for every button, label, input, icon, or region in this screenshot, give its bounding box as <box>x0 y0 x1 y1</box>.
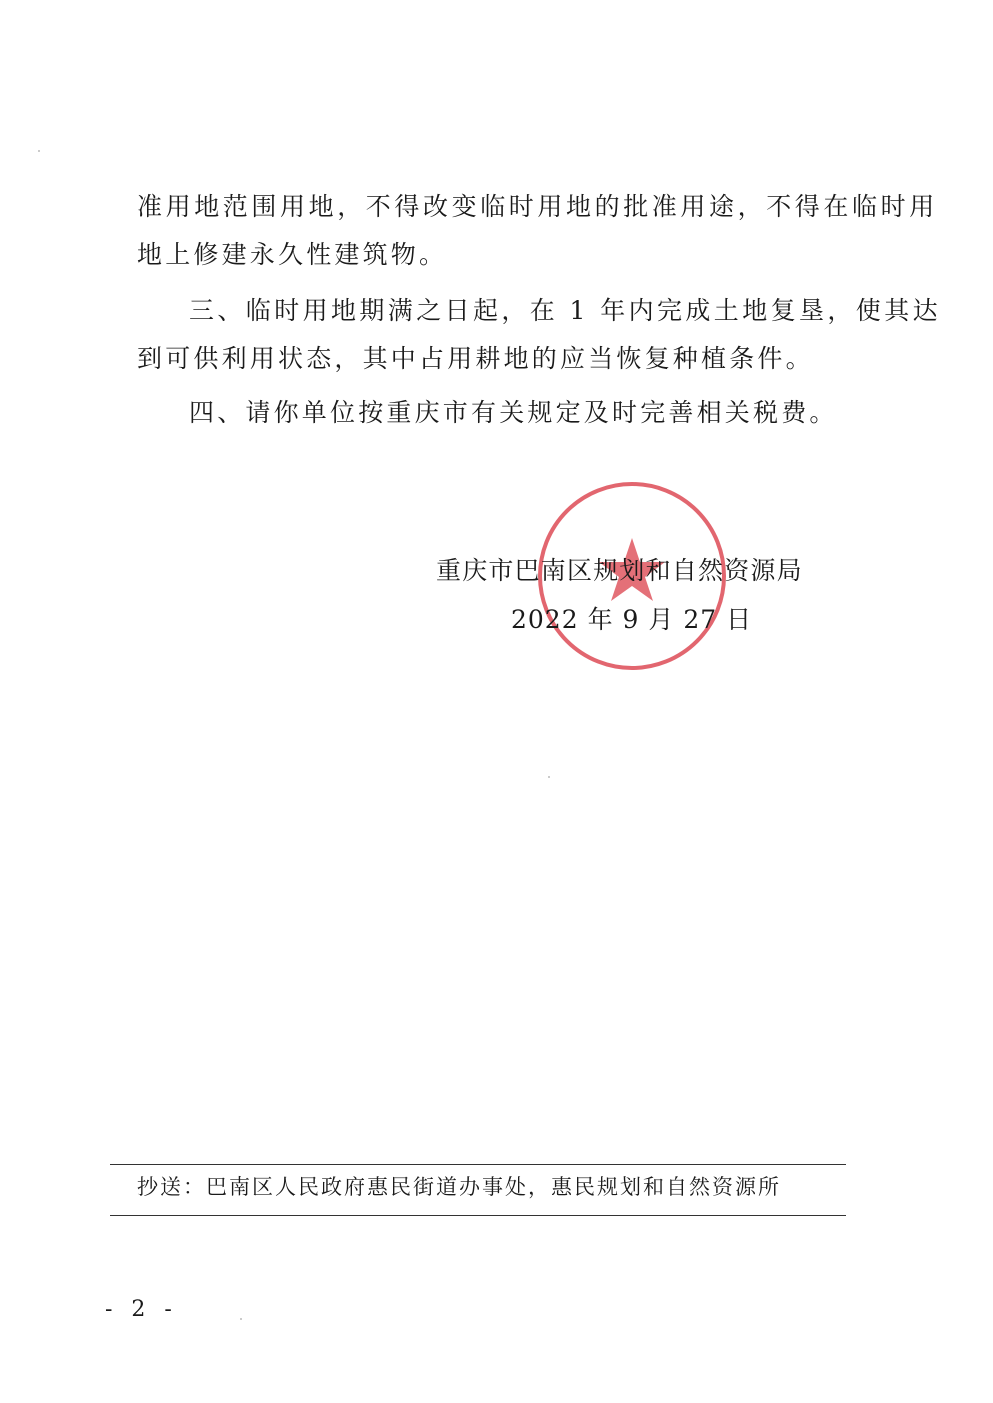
scan-speck <box>548 776 550 778</box>
paragraph-item-four: 四、请你单位按重庆市有关规定及时完善相关税费。 <box>189 398 838 427</box>
signature-date: 2022 年 9 月 27 日 <box>511 605 753 634</box>
paragraph-line-2: 地上修建永久性建筑物。 <box>137 240 448 269</box>
paragraph-item-three: 三、临时用地期满之日起，在 1 年内完成土地复垦，使其达 <box>189 296 942 325</box>
paragraph-item-three-cont: 到可供利用状态，其中占用耕地的应当恢复种植条件。 <box>137 344 814 373</box>
scan-speck <box>38 150 40 152</box>
cc-recipients: 抄送：巴南区人民政府惠民街道办事处，惠民规划和自然资源所 <box>137 1175 781 1199</box>
cc-bottom-divider <box>110 1215 846 1216</box>
paragraph-line-1: 准用地范围用地，不得改变临时用地的批准用途，不得在临时用 <box>137 192 938 221</box>
scan-speck <box>240 1318 242 1320</box>
page-number: - 2 - <box>105 1297 178 1322</box>
signature-organization: 重庆市巴南区规划和自然资源局 <box>436 556 803 585</box>
cc-top-divider <box>110 1164 846 1165</box>
